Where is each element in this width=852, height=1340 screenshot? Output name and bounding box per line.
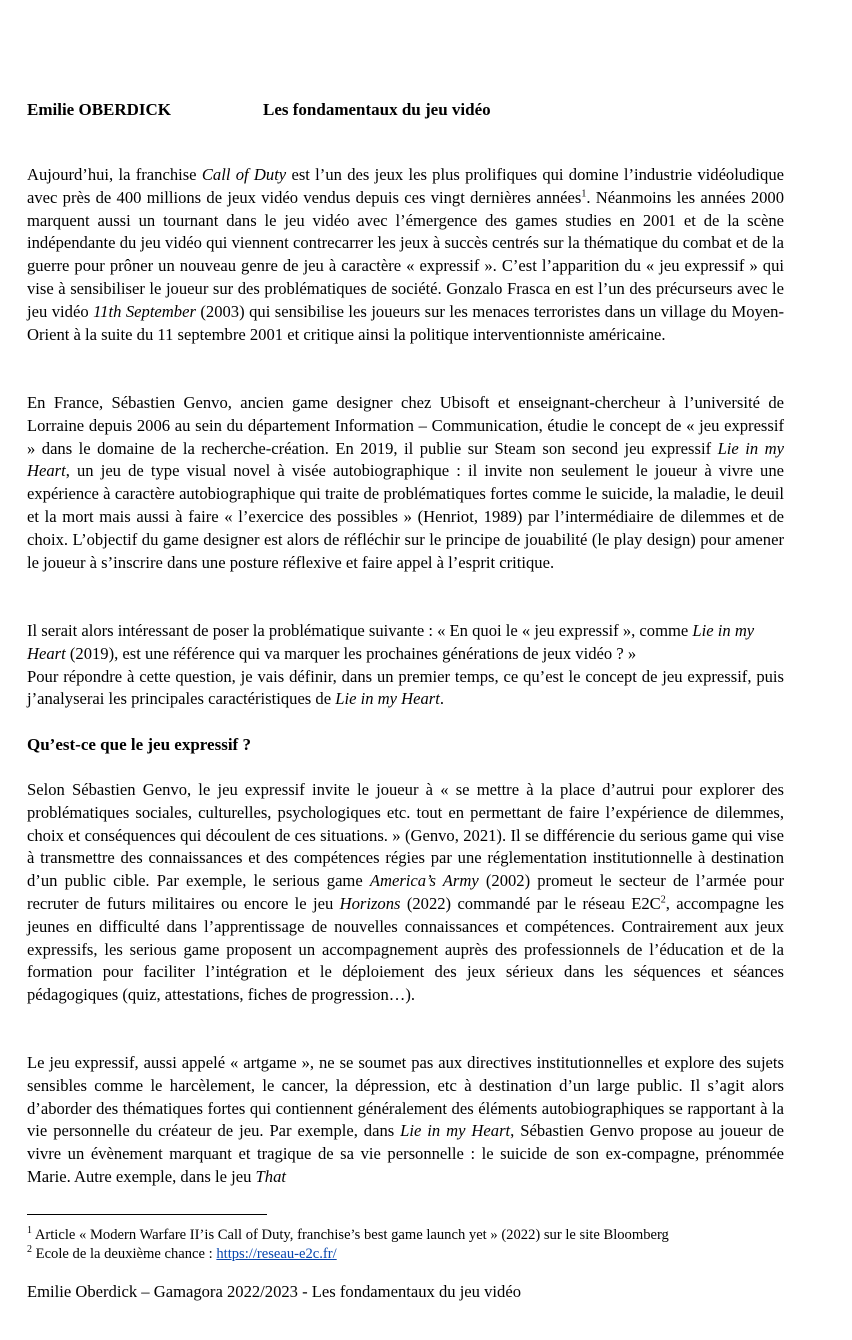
p2-text-a: En France, Sébastien Genvo, ancien game designer chez Ubisoft et enseignant-chercheur à l’université de Lorraine depuis 2006 au sein du département Information – Communication, étudie le concept de « jeu expressif » dans le domaine de la recherche-création. En 2019, il publie sur Steam son second jeu expressif [27,393,784,458]
p5-title-lie-in-my-heart: Lie in my Heart [400,1121,511,1141]
p3-title-lie-in-my-heart: Lie in my Heart [27,621,755,663]
section-heading: Qu’est-ce que le jeu expressif ? [27,735,251,754]
author-name: Emilie OBERDICK [27,100,172,119]
p5-text-b: , Sébastien Genvo propose au joueur de vivre un évènement marquant et tragique de sa vie personnelle : le suicide de son ex-compagne, prénommée Marie. Autre exemple, dans le jeu [27,1121,784,1186]
footnote-text: Article « Modern Warfare II’is Call of Duty, franchise’s best game launch yet » (2022) sur le site Bloomberg [32,1227,669,1243]
p1-text-b: est l’un des jeux les plus prolifiques qui domine l’industrie vidéoludique avec près de 400 millions de jeux vidéo vendus depuis ces vingt dernières années [27,165,785,207]
p3-text-d: . [439,689,445,709]
p3-title-lie-in-my-heart-2: Lie in my Heart [335,689,440,709]
p1-title-call-of-duty: Call of Duty [201,165,287,184]
p1-text-c: . Néanmoins les années 2000 marquent aussi un tournant dans le jeu vidéo avec l’émergence des games studies en 2001 et de la scène indépendante du jeu vidéo qui viennent contrecarrer les jeux à succès centrés sur la thématique du combat et de la guerre pour prôner un nouveau genre de jeu à caractère « expressif ». C’est l’apparition du « jeu expressif » qui vise à sensibiliser le joueur sur des problématiques de société. Gonzalo Frasca en est l’un des précurseurs avec le jeu vidéo [27,187,785,321]
footnote-ref-2[interactable]: 2 [660,894,666,906]
p4-title-americas-army: America’s Army [369,871,479,891]
p4-title-horizons: Horizons [339,893,401,913]
p3-text-b: (2019), est une référence qui va marquer les prochaines générations de jeux vidéo ? » [65,643,637,663]
footnote-ref-1[interactable]: 1 [581,188,587,200]
p1-title-11th-september: 11th September [93,301,196,321]
p4-text-a: Selon Sébastien Genvo, le jeu expressif invite le joueur à « se mettre à la place d’autrui pour explorer des problématiques sociales, culturelles, psychologiques etc. tout en permettant de faire l’expérience de dilemmes, choix et conséquences qui découlent de ces situations. » (Genvo, 2021). Il se différencie du serious game qui vise à transmettre des connaissances et des compétences régies par une réglementation institutionnelle à destination d’un public cible. Par exemple, le serious game [27,780,784,891]
p3-text-a: Il serait alors intéressant de poser la problématique suivante : « En quoi le « jeu expressif », comme [27,621,693,640]
paragraph-intro [27,164,784,346]
p4-text-c: (2022) commandé par le réseau E2C [400,893,661,913]
footnote-number: 1 [27,1225,32,1237]
paragraph-problematique [27,620,784,711]
p2-title-lie-in-my-heart: Lie in my Heart [27,438,784,481]
p3-text-c: Pour répondre à cette question, je vais définir, dans un premier temps, ce qu’est le concept de jeu expressif, puis j’analyserai les principales caractéristiques de [27,666,784,709]
p4-text-d: , accompagne les jeunes en difficulté dans l’apprentissage de nouvelles connaissances et compétences. Contrairement aux jeux expressifs, les serious game proposent un accompagnement auprès des professionnels de l’éducation et de la formation pour faciliter l’intégration et le déploiement des jeux sérieux dans les séquences et séances pédagogiques (quiz, attestations, fiches de progression…). [27,893,784,1005]
p1-text-d: (2003) qui sensibilise les joueurs sur les menaces terroristes dans un village du Moyen-Orient à la suite du 11 septembre 2001 et critique ainsi la politique interventionniste américaine. [27,301,784,344]
footnote-2 [27,1245,337,1264]
p4-text-b: (2002) promeut le secteur de l’armée pour recruter de futurs militaires ou encore le jeu [27,871,784,913]
footnote-1 [27,1226,669,1245]
paragraph-genvo [27,392,784,574]
paragraph-definition [27,779,784,1007]
p5-title-that: That [255,1166,286,1186]
footnote-divider [27,1214,267,1215]
p2-text-b: , un jeu de type visual novel à visée autobiographique : il invite non seulement le joueur à vivre une expérience à caractère autobiographique qui traite de problématiques fortes comme le suicide, la maladie, le deuil et la mort mais aussi à faire « l’exercice des possibles » (Henriot, 1989) par l’intermédiaire de dilemmes et de choix. L’objectif du game designer est alors de réfléchir sur le principe de jouabilité (le play design) pour amener le joueur à s’inscrire dans une posture réflexive et faire appel à l’esprit critique. [27,461,784,572]
footnote-number: 2 [27,1244,32,1256]
footnote-text: Ecole de la deuxième chance : [32,1246,217,1262]
page-footer: Emilie Oberdick – Gamagora 2022/2023 - Les fondamentaux du jeu vidéo [27,1282,521,1301]
course-title: Les fondamentaux du jeu vidéo [263,100,491,119]
p5-text-a: Le jeu expressif, aussi appelé « artgame », ne se soumet pas aux directives institutionnelles et explore des sujets sensibles comme le harcèlement, le cancer, la dépression, etc à destination d’un large public. Il s’agit alors d’aborder des thématiques fortes qui contiennent généralement des éléments autobiographiques se rapportant à la vie personnelle du créateur de jeu. Par exemple, dans [27,1053,784,1141]
p1-text-a: Aujourd’hui, la franchise [27,165,202,184]
paragraph-artgame [27,1052,784,1189]
footnote-link[interactable]: https://reseau-e2c.fr/ [216,1246,337,1262]
